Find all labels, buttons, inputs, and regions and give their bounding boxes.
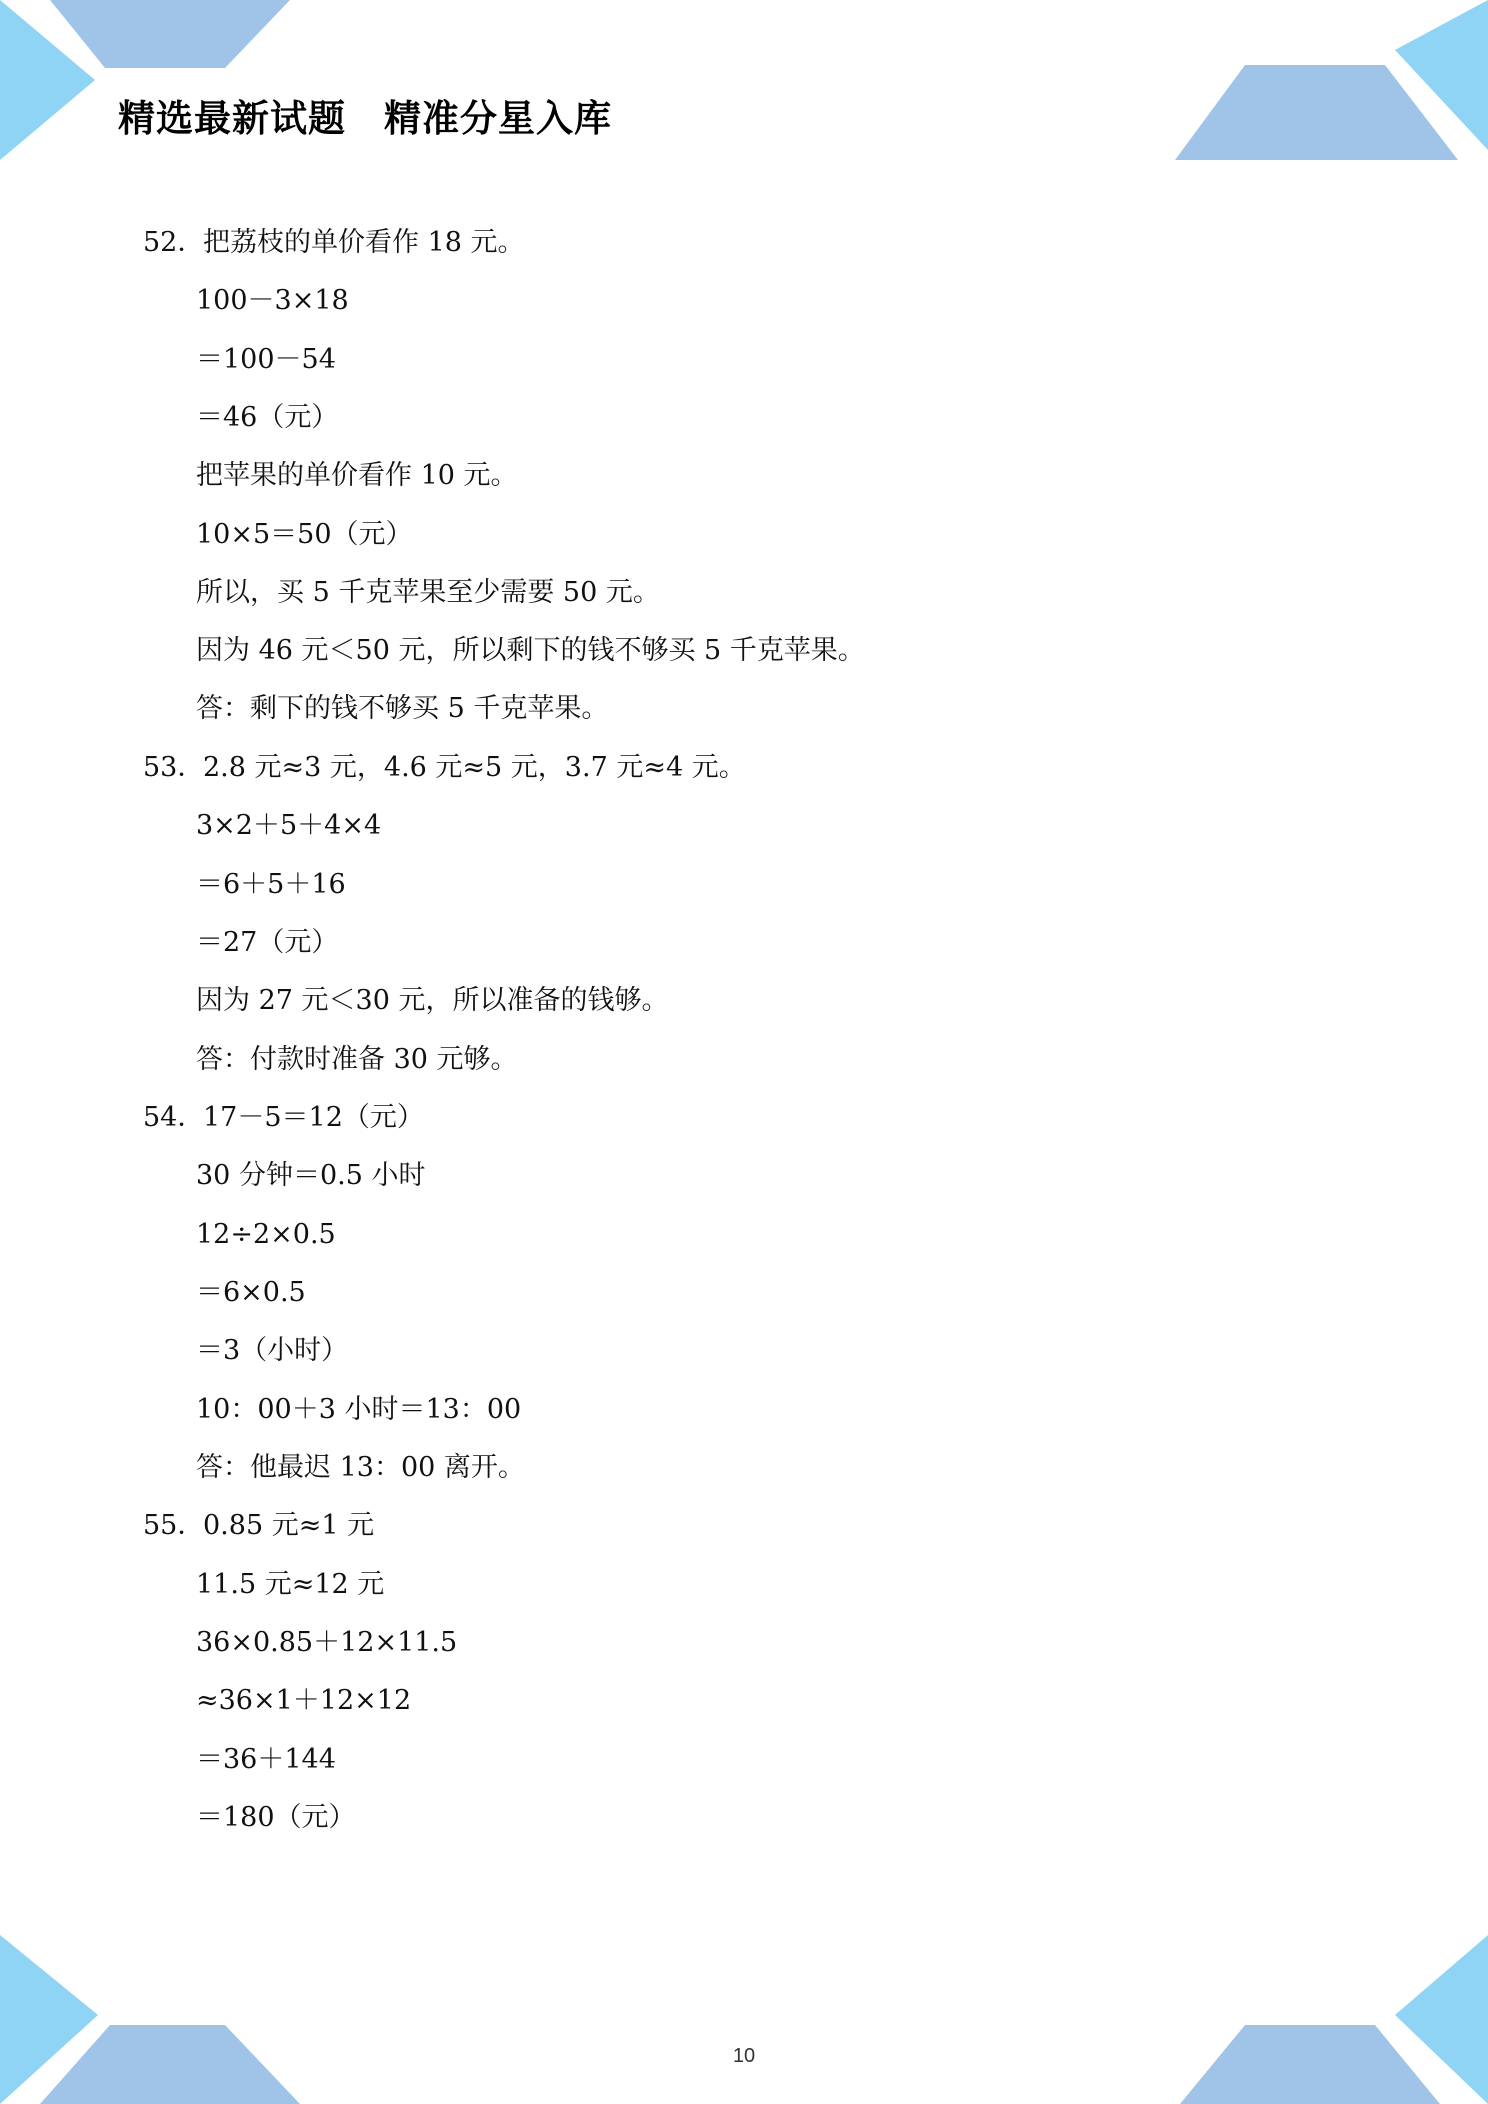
solution-line: ＝6＋5＋16 bbox=[196, 869, 346, 900]
question-number: 52． bbox=[143, 227, 205, 258]
solution-line: 36×0.85＋12×11.5 bbox=[196, 1627, 458, 1658]
solution-line: 12÷2×0.5 bbox=[196, 1219, 336, 1250]
answer-line: 答：付款时准备 30 元够。 bbox=[196, 1044, 518, 1075]
top-left-trapezoid bbox=[50, 0, 290, 68]
solution-line: 把苹果的单价看作 10 元。 bbox=[196, 460, 518, 491]
solution-line: 10：00＋3 小时＝13：00 bbox=[196, 1394, 522, 1425]
solution-line: ＝100－54 bbox=[196, 344, 336, 375]
solution-line: 11.5 元≈12 元 bbox=[196, 1569, 385, 1600]
solution-line: ＝46（元） bbox=[196, 402, 339, 433]
solution-line: 3×2＋5＋4×4 bbox=[196, 810, 382, 841]
answer-line: 答：剩下的钱不够买 5 千克苹果。 bbox=[196, 693, 609, 724]
solution-line: ＝6×0.5 bbox=[196, 1277, 306, 1308]
solution-line: ＝3（小时） bbox=[196, 1335, 349, 1366]
solution-line: ≈36×1＋12×12 bbox=[196, 1685, 412, 1716]
solution-line: 把荔枝的单价看作 18 元。 bbox=[203, 227, 525, 258]
question-number: 54． bbox=[143, 1102, 205, 1133]
page-number: 10 bbox=[732, 2045, 756, 2067]
solution-line: 10×5＝50（元） bbox=[196, 519, 413, 550]
solution-line: 17－5＝12（元） bbox=[203, 1102, 424, 1133]
solution-line: 所以，买 5 千克苹果至少需要 50 元。 bbox=[196, 577, 660, 608]
answer-line: 答：他最迟 13：00 离开。 bbox=[196, 1452, 525, 1483]
solution-line: 30 分钟＝0.5 小时 bbox=[196, 1160, 426, 1191]
solution-line: 因为 46 元＜50 元，所以剩下的钱不够买 5 千克苹果。 bbox=[196, 635, 865, 666]
question-number: 53． bbox=[143, 752, 205, 783]
solution-line: 0.85 元≈1 元 bbox=[203, 1510, 375, 1541]
solution-line: 因为 27 元＜30 元，所以准备的钱够。 bbox=[196, 985, 669, 1016]
top-right-trapezoid bbox=[1175, 65, 1458, 160]
solution-line: ＝27（元） bbox=[196, 927, 339, 958]
header-title: 精选最新试题 精准分星入库 bbox=[118, 97, 612, 140]
solution-line: ＝36＋144 bbox=[196, 1744, 336, 1775]
solution-line: 100－3×18 bbox=[196, 285, 349, 316]
solution-line: 2.8 元≈3 元，4.6 元≈5 元，3.7 元≈4 元。 bbox=[203, 752, 746, 783]
solution-line: ＝180（元） bbox=[196, 1802, 356, 1833]
question-number: 55． bbox=[143, 1510, 205, 1541]
